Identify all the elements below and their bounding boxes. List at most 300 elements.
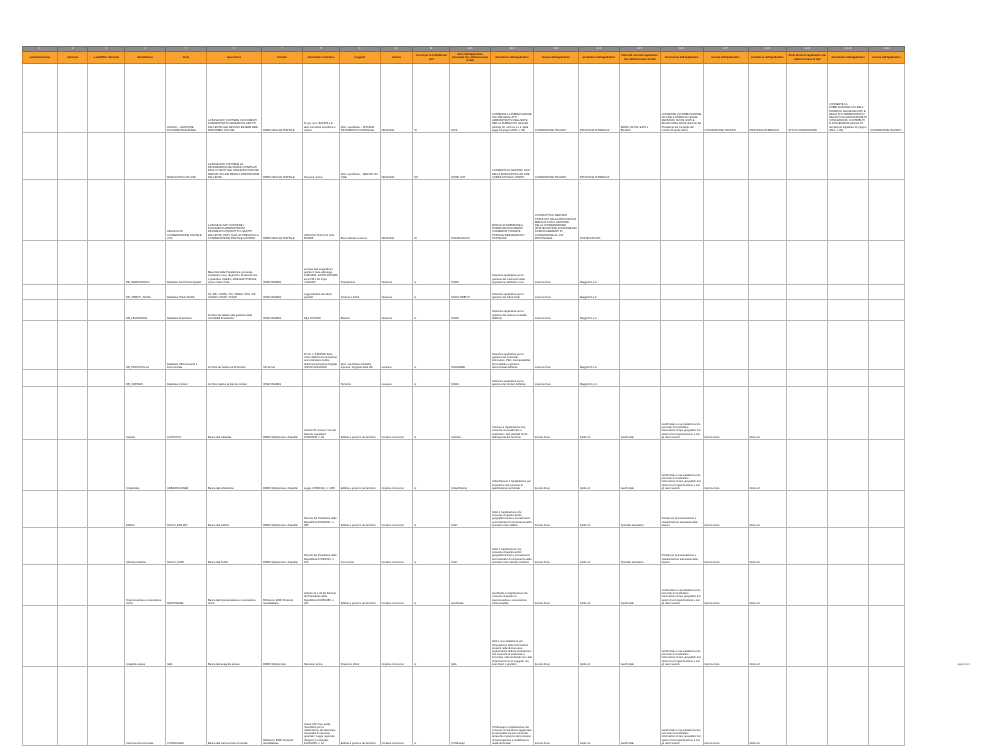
- table-cell: [57, 528, 88, 565]
- table-cell: Legge 17/08/1942, n. 1150: [302, 440, 339, 491]
- table-cell: [88, 606, 125, 667]
- table-cell: POSTECOM SPA: [578, 180, 619, 241]
- table-cell: [88, 667, 125, 746]
- table-cell: CONVENZIONE TRA ENTI: [869, 64, 905, 133]
- table-cell: [869, 321, 905, 370]
- table-cell: [57, 491, 88, 528]
- table-cell: Portale per la presentazione e visualizzazione telematica delle istanze: [660, 528, 703, 565]
- table-cell: Globo srl: [748, 387, 787, 440]
- table-row: [23, 606, 905, 667]
- table-cell: Finanza e tributi: [339, 606, 380, 667]
- column-header: licenza: [380, 52, 413, 64]
- column-number: 12.7: [703, 47, 748, 52]
- table-cell: Licenza d'uso: [533, 370, 578, 387]
- table-cell: La base dati anagrafica è gestita in base alla legge 1228/1954, al DPR 223/1989 ed art 58 e 60 D.lgs. n.82/2005: [302, 241, 339, 285]
- table-cell: NESSUNA: [380, 64, 413, 133]
- table-cell: [88, 565, 125, 606]
- spreadsheet: [22, 46, 905, 746]
- column-header: licenza dell'applicativo: [703, 52, 748, 64]
- column-header: descrizione dell'applicativo: [660, 52, 703, 64]
- table-cell: licenza d'uso: [533, 565, 578, 606]
- column-number: 12.10: [828, 47, 869, 52]
- table-cell: DB_PROTOCOLLO: [125, 321, 166, 370]
- table-cell: Database Uffici Generali e Documentale: [166, 321, 207, 370]
- table-cell: Banca dati urbanistica: [206, 440, 261, 491]
- table-cell: Globo srl: [578, 606, 619, 667]
- table-cell: DBMS SQLExpress: [262, 606, 303, 667]
- table-cell: Creative Commons: [380, 387, 413, 440]
- table-cell: Soluzione applicativa per la gestione del protocollo informatico, PEC, interoperabilità, firma digitale e gestione documentale dell'Ente: [491, 321, 534, 370]
- table-cell: nessuna: [380, 370, 413, 387]
- table-cell: [23, 64, 58, 133]
- table-cell: ATTI DI CONCESSIONE: [787, 64, 828, 133]
- table-cell: Globo srl: [578, 667, 619, 746]
- table-cell: [828, 133, 869, 180]
- table-cell: [23, 285, 58, 300]
- column-header: soggetto: [339, 52, 380, 64]
- table-cell: [787, 300, 828, 321]
- table-cell: [748, 370, 787, 387]
- table-row: [23, 440, 905, 491]
- table-cell: [828, 370, 869, 387]
- column-header: licenza dell'applicativo: [869, 52, 905, 64]
- column-header: riferimento normativo: [302, 52, 339, 64]
- table-cell: CONSENTE DI GESTIRE I DATI DELLA MODULISTICA ON LINE COMPILATI DAGLI UTENTI: [491, 133, 534, 180]
- table-cell: licenza d'uso: [533, 440, 578, 491]
- table-cell: Maggioli S.p.A.: [578, 285, 619, 300]
- column-number: 12.3: [533, 47, 578, 52]
- table-cell: licenza d'uso: [703, 491, 748, 528]
- table-cell: [57, 241, 88, 285]
- column-number: 12.2: [491, 47, 534, 52]
- table-cell: Leggi istitutive dei tributi specifici: [302, 285, 339, 300]
- table-row: [23, 321, 905, 370]
- table-cell: Cartview è l'applicazione che consente di visualizzare e analizzare i dati catastali forniti dall'Agenzia del Territorio: [491, 387, 534, 440]
- table-cell: [88, 440, 125, 491]
- table-cell: [787, 370, 828, 387]
- table-cell: Database Servizi Demografici: [166, 241, 207, 285]
- table-cell: [23, 491, 58, 528]
- table-cell: OPEN INGRES: [262, 241, 303, 285]
- table-cell: si: [413, 667, 450, 746]
- table-cell: [88, 241, 125, 285]
- table-cell: Edilizia e governo del territorio: [339, 440, 380, 491]
- page-number: pag 1 di 1: [957, 662, 970, 666]
- table-cell: CONVENZIONE TRA ENTI: [703, 64, 748, 133]
- table-cell: [57, 300, 88, 321]
- table-cell: Globo srl: [578, 528, 619, 565]
- table-cell: [787, 180, 828, 241]
- column-number: 12.5: [619, 47, 660, 52]
- table-cell: [660, 241, 703, 285]
- table-cell: Toponomastica e numerazione civica: [125, 565, 166, 606]
- table-cell: LA BASE DI DATI CONTIENE I DOCUMENTI AMMINISTRATIVI INFORMATICI PRODOTTI O GESTITI DALL'ENTE, PER I QUALI E' PREVISTA LA CONSERVAZIONE DIGITALE A NORMA: [206, 180, 261, 241]
- table-cell: GeoPortale: [619, 387, 660, 440]
- table-cell: GeoPortale: [619, 565, 660, 606]
- column-header: produttore dell'applicativo: [578, 52, 619, 64]
- table-cell: Solici è l'applicazione che consente di gestire ambiti geografici/numeri e procedimenti amministrativi di competenza dello sportello unico edilizia: [491, 491, 534, 528]
- table-cell: [125, 180, 166, 241]
- column-number: 12.6: [660, 47, 703, 52]
- table-cell: Database Finanziaria: [166, 300, 207, 321]
- table-cell: [23, 667, 58, 746]
- table-cell: Base Dati della Popolazione comunale (residenti e non), degli Atti e Protocollo che ri-guardano Cittadini, AIRE ELETTORALE, Leva e Stato Civile.: [206, 241, 261, 285]
- table-cell: [787, 667, 828, 746]
- table-row: [23, 528, 905, 565]
- table-cell: [869, 370, 905, 387]
- table-cell: GeoPortale è una piattaforma che permette di condividere informazioni di tipo geografico tra i settori di un'organizzazione e con gli utenti esterni: [660, 606, 703, 667]
- table-cell: [88, 285, 125, 300]
- table-cell: licenza d'uso: [703, 528, 748, 565]
- table-cell: SICRA: [450, 370, 491, 387]
- table-cell: si: [413, 528, 450, 565]
- data-table: [22, 46, 905, 746]
- table-cell: [660, 180, 703, 241]
- table-cell: Sportello telematico: [619, 528, 660, 565]
- table-cell: UrbanPlanner: [450, 440, 491, 491]
- column-number: 8: [302, 47, 339, 52]
- table-cell: nessuna: [380, 321, 413, 370]
- table-cell: [23, 321, 58, 370]
- table-cell: [302, 370, 339, 387]
- table-cell: licenza d'uso: [533, 528, 578, 565]
- table-cell: SICRA TRIBUTI: [450, 285, 491, 300]
- table-cell: GeoPortale è una piattaforma che permette di condividere informazioni di tipo geografico tra i settori di un'organizzazione e con gli utenti esterni: [660, 565, 703, 606]
- table-cell: Nessuna norma: [302, 133, 339, 180]
- table-cell: DB_DEMOGRAFICI: [125, 241, 166, 285]
- table-cell: Edilizia e governo del territorio: [339, 667, 380, 746]
- table-cell: DBMS ORACLE PORTALE: [262, 133, 303, 180]
- table-cell: [703, 180, 748, 241]
- table-cell: [57, 667, 88, 746]
- table-cell: [57, 321, 88, 370]
- table-cell: DB_TRIBUTI_SICRA: [125, 285, 166, 300]
- table-cell: GEOSTRADE: [166, 565, 207, 606]
- table-cell: Globo srl: [578, 565, 619, 606]
- table-cell: [703, 321, 748, 370]
- table-cell: SOLICI_SUAP: [166, 528, 207, 565]
- table-cell: CONTRATTO DI SERVIZIO STIPULATO DALLA PROVINCIA DI BRESCIA CON IL GESTORE DELLA CONSERVAZIONE (POSTECOM SPA) IN FAVORE DEI COMUNI ADERENTI IN CONVENZIONE AL CST PROVINCIALE: [533, 180, 578, 241]
- table-cell: [869, 300, 905, 321]
- table-row: [23, 370, 905, 387]
- table-cell: Banca dati toponomastica e numerazione civica: [206, 565, 261, 606]
- table-cell: [828, 285, 869, 300]
- column-number: 3: [88, 47, 125, 52]
- table-cell: ARCHIVIO DI CONSERVAZIONE DIGITALE (CS): [166, 180, 207, 241]
- table-cell: si: [413, 241, 450, 285]
- table-cell: UrbanPlanner è l'applicazione per la gestione del processo di pianificazione territoriale: [491, 440, 534, 491]
- table-cell: Archivio del relativo al Protocollo: [206, 321, 261, 370]
- table-cell: [88, 64, 125, 133]
- table-cell: Beni culturali e turismo: [339, 180, 380, 241]
- table-cell: [828, 440, 869, 491]
- table-cell: CatView: [450, 387, 491, 440]
- column-header: descrizione: [206, 52, 261, 64]
- column-header: descrizione dell'applicativo: [828, 52, 869, 64]
- table-cell: [88, 321, 125, 370]
- table-cell: SICRA: [450, 300, 491, 321]
- table-cell: [828, 528, 869, 565]
- table-cell: Banca dati carta tecnica comunale: [206, 667, 261, 746]
- table-cell: [23, 606, 58, 667]
- table-cell: [57, 180, 88, 241]
- table-row: [23, 565, 905, 606]
- table-cell: licenza d'uso: [533, 606, 578, 667]
- column-number: 5: [166, 47, 207, 52]
- table-cell: D.Lgs. num. 82/2005 e le altre normative specifiche e settore: [302, 64, 339, 133]
- table-cell: [619, 300, 660, 321]
- table-cell: si: [413, 300, 450, 321]
- table-cell: [619, 285, 660, 300]
- table-cell: [869, 491, 905, 528]
- table-cell: Licenza d'uso: [533, 321, 578, 370]
- table-cell: [88, 370, 125, 387]
- table-cell: AFOL: [450, 64, 491, 133]
- table-cell: GeoPortale: [619, 667, 660, 746]
- table-cell: [619, 241, 660, 285]
- column-number: 11: [413, 47, 450, 52]
- table-cell: Commercio: [339, 528, 380, 565]
- table-cell: [748, 180, 787, 241]
- table-cell: Anagrafe estesa: [125, 606, 166, 667]
- table-cell: GeoStrade: [450, 565, 491, 606]
- table-cell: Soluzione applicativa per la gestione dei cimiteri dell'Ente: [491, 370, 534, 387]
- table-cell: [23, 565, 58, 606]
- table-cell: Sportello telematico: [619, 491, 660, 528]
- table-cell: [869, 133, 905, 180]
- table-cell: [748, 133, 787, 180]
- table-cell: GeoPortale è una piattaforma che permette di condividere informazioni di tipo geografico tra i settori di un'organizzazione e con gli utenti esterni: [660, 387, 703, 440]
- table-cell: [787, 241, 828, 285]
- table-cell: GeoPortale: [619, 606, 660, 667]
- table-cell: [748, 321, 787, 370]
- column-header: descrizione dell'applicativo: [491, 52, 534, 64]
- table-cell: [787, 387, 828, 440]
- table-cell: Creative Commons: [380, 565, 413, 606]
- table-cell: Soluzione applicativa per la gestione dei movimenti della popolazione dell'Ente e non.: [491, 241, 534, 285]
- table-cell: DBMS SQLExpress, shapefile: [262, 491, 303, 528]
- table-row: [23, 133, 905, 180]
- table-cell: [703, 300, 748, 321]
- table-cell: si: [413, 387, 450, 440]
- table-cell: [57, 133, 88, 180]
- column-number: 1: [23, 47, 58, 52]
- table-cell: GEA: [450, 606, 491, 667]
- table-cell: [660, 300, 703, 321]
- column-number: 6: [206, 47, 261, 52]
- table-cell: Database Tributi SICRA: [166, 285, 207, 300]
- column-number: 10: [380, 47, 413, 52]
- table-cell: Solici: [450, 528, 491, 565]
- table-cell: [787, 491, 828, 528]
- table-cell: LA BASE DATI CONTIENE I DOCUMENTI AMMINISTRATIVI GENERATI E GESTITI DALL'ENTE CHE DEVONO ESSERE RESI DISPONIBILI ON LINE: [206, 64, 261, 133]
- column-number: 12.4: [578, 47, 619, 52]
- table-cell: [125, 64, 166, 133]
- table-cell: [748, 300, 787, 321]
- table-cell: MSServer, ESRI Personal Geodatabase: [262, 667, 303, 746]
- table-cell: PROVINCIA DI BRESCIA: [748, 64, 787, 133]
- table-cell: Urbanistica: [125, 440, 166, 491]
- column-number: 4: [125, 47, 166, 52]
- table-cell: [23, 528, 58, 565]
- table-cell: [88, 180, 125, 241]
- table-cell: Maggioli S.p.A.: [578, 321, 619, 370]
- table-cell: [869, 667, 905, 746]
- table-row: [23, 64, 905, 133]
- table-cell: Globo srl: [748, 565, 787, 606]
- table-cell: PROVINCIA DI BRESCIA: [578, 133, 619, 180]
- table-cell: CONSENTE LA PUBBLICAZIONE ON LINE DEGLI ATTI AMMINISTRATIVI DELL'ENTE PER LA PUBBLICITA' LEGALE (articolo 32, comma 1 e 2, della legge 18 giugno 2009, n. 69): [491, 64, 534, 133]
- table-cell: [869, 528, 905, 565]
- table-cell: Creative Commons: [380, 606, 413, 667]
- table-cell: PROVINCIA DI BRESCIA: [578, 64, 619, 133]
- table-cell: LA BASE DATI CONTIENE LE INFORMAZIONI DEI MODULI COMPILATI DAGLI UTENTI CHE USUFRUISCONO DEI SERVIZI ON LINE MESSI A DISPOSIZIONE DALL'ENTE: [206, 133, 261, 180]
- table-cell: Edilizia e governo del territorio: [339, 387, 380, 440]
- table-cell: [23, 387, 58, 440]
- table-cell: DBMS SQLExpress, shapefile: [262, 528, 303, 565]
- column-header: e-mail/PEC referente: [88, 52, 125, 64]
- table-cell: si: [413, 440, 450, 491]
- column-header: titolo: [166, 52, 207, 64]
- table-cell: [660, 370, 703, 387]
- table-cell: [828, 387, 869, 440]
- table-cell: [88, 491, 125, 528]
- table-row: [23, 180, 905, 241]
- table-cell: Intesa GIS; linee guida 'Specifiche per la realizzazione dei data base topografici di interesse generale'; Legge regionale (Regione Lombardia) 11/03/2005, n. 12: [302, 667, 339, 746]
- table-cell: [660, 321, 703, 370]
- table-cell: Creative Commons: [380, 491, 413, 528]
- column-number: 12.9: [787, 47, 828, 52]
- table-row: [23, 300, 905, 321]
- table-cell: DBMS ORACLE PORTALE: [262, 180, 303, 241]
- table-cell: Solici: [450, 491, 491, 528]
- table-cell: SI: [413, 64, 450, 133]
- table-cell: CTManager: [450, 667, 491, 746]
- table-cell: SICRAWEB: [450, 321, 491, 370]
- table-cell: OPEN INGRES: [262, 370, 303, 387]
- table-cell: [828, 321, 869, 370]
- table-cell: [869, 606, 905, 667]
- table-cell: Popolazione: [339, 241, 380, 285]
- table-cell: [828, 180, 869, 241]
- table-cell: licenza d'uso: [703, 440, 748, 491]
- table-cell: Portale per la presentazione e visualizzazione telematica delle istanze: [660, 491, 703, 528]
- table-cell: Decreto del Presidente della Repubblica 06/06/2001, n. 380: [302, 491, 339, 528]
- table-cell: licenza d'uso: [533, 667, 578, 746]
- table-cell: [88, 528, 125, 565]
- table-cell: Globo srl: [748, 491, 787, 528]
- table-cell: Maggioli S.p.A.: [578, 241, 619, 285]
- table-cell: Dlgs 267/2000: [302, 300, 339, 321]
- table-cell: Globo srl: [748, 440, 787, 491]
- table-cell: BANDI, AVVISI, ESITI e BILANCI: [619, 64, 660, 133]
- table-cell: [828, 667, 869, 746]
- table-cell: Nessuna norma: [302, 606, 339, 667]
- column-header: titolo del terzo applicativo che utilizza la base di dati: [787, 52, 828, 64]
- table-cell: Catasto: [125, 387, 166, 440]
- table-cell: NESSUNA: [380, 180, 413, 241]
- table-cell: GeoStrade è l'applicazione che consente di gestire la toponomastica e numerazione civica stradale: [491, 565, 534, 606]
- table-cell: [748, 285, 787, 300]
- table-cell: CONSENTE LA PUBBLICAZIONE ON LINE A NORMA DI LEGGE DEI BANDI, AVVISI, ESITI E BILANCI DELL'ENTE (Decreto del Presidente del Consiglio dei ministri 26 aprile 2011): [660, 64, 703, 133]
- table-cell: CATSTOCK: [166, 387, 207, 440]
- table-cell: Sql Server: [262, 321, 303, 370]
- table-cell: Solici è l'applicazione che consente di gestire ambiti geografici/numeri e procedimenti amministrativi di competenza dello sportello unico attività produttive: [491, 528, 534, 565]
- table-cell: Globo srl: [578, 491, 619, 528]
- table-row: [23, 491, 905, 528]
- column-header: titolo del secondo applicativo che utilizza la base di dati: [619, 52, 660, 64]
- table-cell: Creative Commons: [380, 667, 413, 746]
- table-cell: licenza d'uso: [533, 491, 578, 528]
- table-cell: Licenza d'uso: [533, 300, 578, 321]
- table-cell: [703, 285, 748, 300]
- table-cell: ARTICOLI 43 E 44 D.LGS. 82/2005: [302, 180, 339, 241]
- table-cell: [703, 133, 748, 180]
- table-cell: si: [413, 606, 450, 667]
- table-cell: OPEN INGRES: [262, 300, 303, 321]
- table-cell: [23, 180, 58, 241]
- table-cell: SOLICI_EDILIZIA: [166, 491, 207, 528]
- table-cell: [787, 321, 828, 370]
- table-cell: [828, 491, 869, 528]
- table-cell: si: [413, 491, 450, 528]
- table-cell: Archivio relativo ai dati dei cimiteri: [206, 370, 261, 387]
- table-cell: [828, 565, 869, 606]
- table-cell: Soluzione applicativa per la gestione del sistema contabile dell'Ente.: [491, 300, 534, 321]
- table-cell: [828, 241, 869, 285]
- table-cell: Territorio: [339, 370, 380, 387]
- column-header: produttore dell'applicativo: [748, 52, 787, 64]
- table-cell: Articolo 50 comma 7 bis del Decreto Legislativo 07/03/2005, n. 82: [302, 387, 339, 440]
- table-cell: si: [413, 321, 450, 370]
- table-cell: Database Cimiteri: [166, 370, 207, 387]
- table-cell: MODULI DI ESIBIZIONE A NORMA DEI DOCUMENTI CONSERVATI TRAMITE PORTALE WEB DEDICATO POSTEL/DS: [491, 180, 534, 241]
- table-cell: AD-DOC – GESTIONE DOCUMENTALE BASEA: [166, 64, 207, 133]
- table-cell: CONVENZIONE TRA ENTI: [533, 133, 578, 180]
- table-cell: CTManager è l'applicazione che consente di mantenere aggiornata la cartografia tecnica comunale attraverso il governo del processo di interrogazione e modificare la realtà territoriale: [491, 667, 534, 746]
- table-cell: DBMS SQLExpress, shapefile: [262, 387, 303, 440]
- table-cell: GeoPortale è una piattaforma che permette di condividere informazioni di tipo geografico tra i settori di un'organizzazione e con gli utenti esterni: [660, 440, 703, 491]
- table-cell: [57, 387, 88, 440]
- table-cell: Nessuna: [380, 285, 413, 300]
- table-cell: Maggioli S.p.A.: [578, 370, 619, 387]
- table-cell: [23, 241, 58, 285]
- table-cell: [787, 565, 828, 606]
- table-cell: Articolo 41 e 42 del Decreto del Presidente della Repubblica 30/05/1989, n. 223: [302, 565, 339, 606]
- column-number: 12.11: [869, 47, 905, 52]
- table-cell: Archivio del relativo alla gestione della Contabilità Finanziaria: [206, 300, 261, 321]
- table-cell: Maggioli S.p.A.: [578, 300, 619, 321]
- table-cell: [23, 440, 58, 491]
- table-cell: [88, 133, 125, 180]
- table-cell: GeoPortale: [619, 440, 660, 491]
- table-cell: [57, 565, 88, 606]
- table-cell: Edilizia e governo del territorio: [339, 565, 380, 606]
- table-cell: NO: [413, 133, 450, 180]
- table-cell: Banca dati edilizia: [206, 491, 261, 528]
- table-cell: CONSENTE LA PUBBLICAZIONE ON LINE A NORMA DI LEGGE DEI DATI E DEGLI ATTI AMMINISTRATIVI RELATIVI ALL'EROGAZIONE DI CONCESSIONI, CONTRIBUTI E SOVVENZIONI (articolo 18 del decreto legislativo 22 giugno 2012, n. 83): [828, 64, 869, 133]
- table-cell: Banca dati anagrafe estesa: [206, 606, 261, 667]
- table-cell: [23, 370, 58, 387]
- table-cell: NESSUNA: [380, 133, 413, 180]
- table-cell: Carta tecnica comunale: [125, 667, 166, 746]
- table-cell: [703, 370, 748, 387]
- table-cell: Globo srl: [578, 440, 619, 491]
- table-cell: [660, 133, 703, 180]
- table-cell: [619, 180, 660, 241]
- table-cell: [787, 528, 828, 565]
- table-cell: Globo srl: [748, 528, 787, 565]
